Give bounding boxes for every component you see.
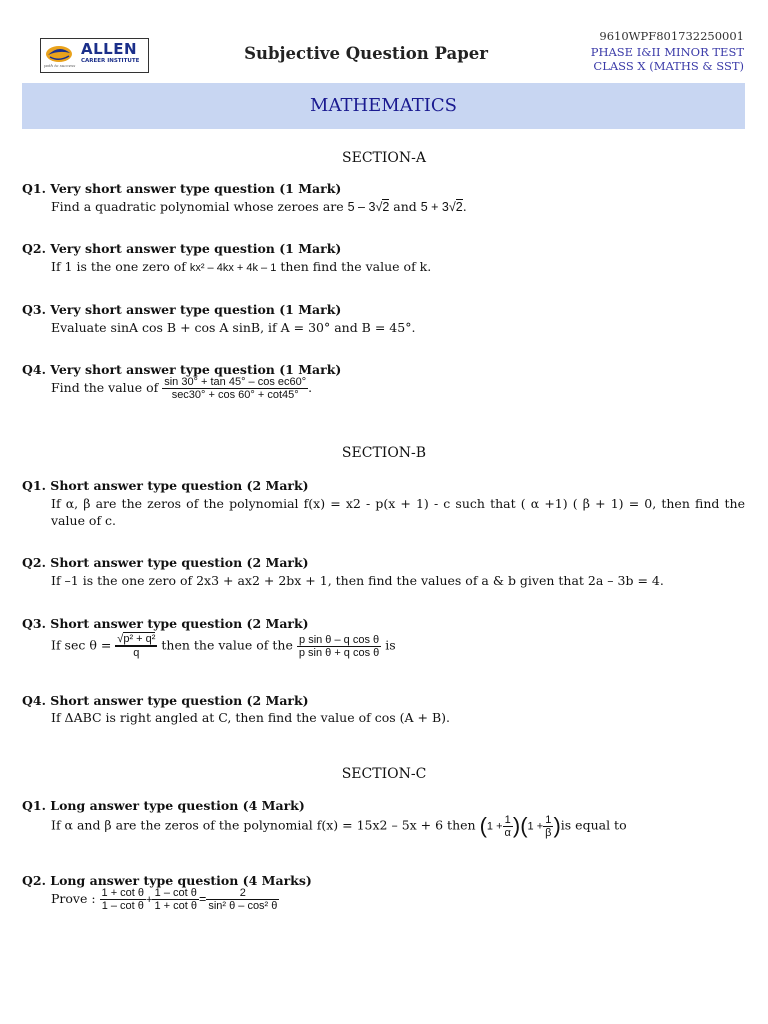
logo-sub-text: CAREER INSTITUTE (81, 58, 140, 64)
fraction: $\frac{\text{p sin θ – q cos θ}}{\text{p sin θ + q cos θ}}$ (298, 633, 380, 659)
question-text: If α and β are the zeros of the polynomial f(x) = 15x2 – 5x + 6 then (1 + $\frac{1}{\alpha}$ )(1 + $\frac{1}{\beta}$ )is equal to (51, 813, 627, 839)
section-c-title: SECTION-C (341, 766, 427, 782)
question-text: If α, β are the zeros of the polynomial f(x) = x2 - p(x + 1) - c such that ( α +1) ( β + 1) = 0, then find the value of c. (51, 496, 745, 528)
section-b-title: SECTION-B (341, 445, 427, 461)
question-heading: Q1. Long answer type question (4 Mark) (22, 798, 305, 813)
sqrt-symbol-icon: √ (448, 200, 456, 214)
question-text: Evaluate sinA cos B + cos A sinB, if A = 30° and B = 45°. (51, 320, 416, 335)
question-text: If sec θ = $\frac{\text{√p² + q²}}{q}$ then the value of the $\frac{\text{p sin θ – q cos θ}}{\text{p sin θ + q cos θ}}$ is (51, 633, 396, 659)
question-text: If 1 is the one zero of kx² – 4kx + 4k – 1 then find the value of k. (51, 259, 432, 274)
logo-tagline: path to success (44, 63, 76, 68)
question-heading: Q1. Short answer type question (2 Mark) (22, 478, 309, 493)
question-text: Find a quadratic polynomial whose zeroes are 5 – 3√2 and 5 + 3√2. (51, 199, 467, 214)
question-heading: Q3. Short answer type question (2 Mark) (22, 616, 309, 631)
question-heading: Q3. Very short answer type question (1 Mark) (22, 302, 342, 317)
question-heading: Q4. Short answer type question (2 Mark) (22, 693, 309, 708)
subject-title: MATHEMATICS (310, 95, 457, 116)
question-text: If –1 is the one zero of 2x3 + ax2 + 2bx + 1, then find the values of a & b given that 2a – 3b = 4. (51, 573, 664, 588)
question-heading: Q4. Very short answer type question (1 Mark) (22, 362, 342, 377)
logo-brand-text: ALLEN (81, 40, 138, 58)
fraction: $\frac{1}{\alpha}$ (504, 813, 511, 839)
question-heading: Q1. Very short answer type question (1 Mark) (22, 181, 342, 196)
paper-title: Subjective Question Paper (244, 44, 488, 63)
section-a-title: SECTION-A (342, 150, 426, 166)
sqrt-symbol-icon: √ (117, 633, 124, 645)
sqrt-symbol-icon: √ (375, 200, 383, 214)
question-text: If ΔABC is right angled at C, then find the value of cos (A + B). (51, 710, 450, 725)
fraction: $\frac{\text{1 + cot θ}}{\text{1 – cot θ}}$ (101, 887, 145, 912)
question-heading: Q2. Long answer type question (4 Marks) (22, 873, 312, 888)
question-text: Find the value of $\frac{\text{sin 30° + tan 45° – cos ec60°}}{\sec 30^\circ + \cos 60^\circ + \cot 45^\circ}$ . (51, 376, 313, 401)
fraction: $\frac{\text{1 – cot θ}}{\text{1 + cot θ}}$ (154, 887, 197, 912)
allen-logo (40, 38, 149, 73)
fraction: $\frac{2}{\text{sin² θ – cos² θ}}$ (208, 887, 278, 912)
question-heading: Q2. Short answer type question (2 Mark) (22, 555, 309, 570)
paper-code: 9610WPF801732250001 (599, 29, 744, 43)
fraction: $\frac{1}{\beta}$ (545, 813, 552, 839)
phase-label: PHASE I&II MINOR TEST (590, 45, 744, 59)
question-heading: Q2. Very short answer type question (1 Mark) (22, 241, 342, 256)
fraction: $\frac{\text{√p² + q²}}{q}$ (117, 633, 156, 659)
fraction: $\frac{\text{sin 30° + tan 45° – cos ec60°}}{\sec 30^\circ + \cos 60^\circ + \cot 45^\circ}$ (164, 376, 307, 401)
subject-banner (22, 83, 745, 129)
class-label: CLASS X (MATHS & SST) (593, 59, 744, 73)
question-text: Prove : $\frac{\text{1 + cot θ}}{\text{1 – cot θ}}$ + $\frac{\text{1 – cot θ}}{\text{1 + cot θ}}$ = $\frac{2}{\text{sin² θ – cos² θ}}$ (51, 887, 278, 912)
